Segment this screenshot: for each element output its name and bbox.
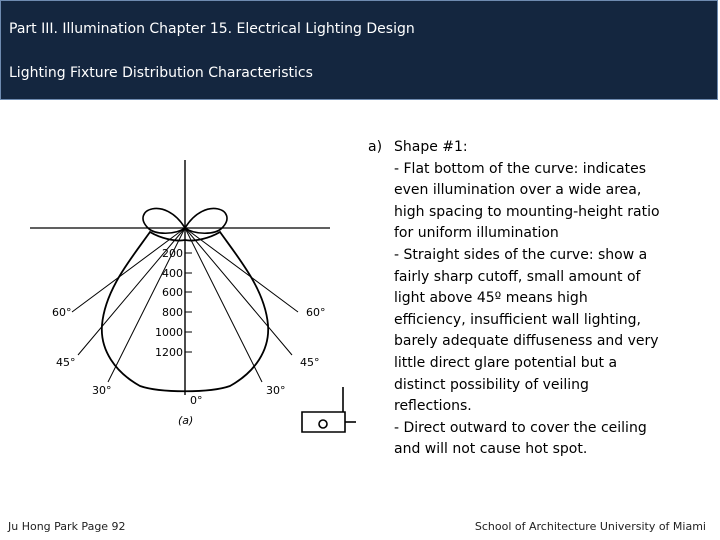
candela-label-1200: 1200	[155, 346, 183, 359]
text-line: - Straight sides of the curve: show a	[394, 246, 648, 263]
luminaire-housing	[302, 412, 345, 432]
candela-label-800: 800	[162, 306, 183, 319]
angle-label-right-60: 60°	[306, 306, 326, 319]
upper-left-lobe	[143, 208, 185, 233]
description-block	[368, 137, 703, 461]
text-line: barely adequate diffuseness and very	[394, 333, 659, 350]
text-line: fairly sharp cutoff, small amount of	[394, 268, 641, 285]
slide-title: Part III. Illumination Chapter 15. Electrical Lighting Design	[9, 21, 415, 37]
text-line: and will not cause hot spot.	[394, 441, 588, 458]
text-line: - Direct outward to cover the ceiling	[394, 419, 647, 436]
distribution-diagram	[0, 150, 360, 450]
footer-author-page: Ju Hong Park Page 92	[8, 520, 126, 533]
text-line: for uniform illumination	[394, 225, 559, 242]
angle-label-right-45: 45°	[300, 356, 320, 369]
footer-institution: School of Architecture University of Miami	[474, 520, 706, 533]
item-heading: Shape #1:	[394, 139, 468, 155]
text-line: distinct possibility of veiling	[394, 376, 589, 393]
figure-caption: (a)	[178, 414, 194, 427]
candela-labels	[155, 247, 183, 359]
text-line: high spacing to mounting-height ratio	[394, 203, 660, 220]
text-line: light above 45º means high	[394, 290, 588, 307]
text-line: efficiency, insufficient wall lighting,	[394, 311, 641, 328]
angle-label-left-30: 30°	[92, 384, 112, 397]
candela-label-1000: 1000	[155, 326, 183, 339]
list-marker: a)	[368, 139, 383, 155]
slide-subtitle: Lighting Fixture Distribution Characteristics	[9, 65, 313, 81]
luminaire-section-icon	[302, 387, 356, 432]
luminaire-lamp	[319, 420, 327, 428]
list-item	[368, 137, 703, 461]
angle-label-zero: 0°	[190, 394, 203, 407]
candela-label-600: 600	[162, 286, 183, 299]
angle-label-left-60: 60°	[52, 306, 72, 319]
text-line: reflections.	[394, 398, 472, 415]
text-line: - Flat bottom of the curve: indicates	[394, 160, 647, 177]
angle-label-right-30: 30°	[266, 384, 286, 397]
text-line: even illumination over a wide area,	[394, 182, 642, 199]
candela-label-400: 400	[162, 267, 183, 280]
text-line: little direct glare potential but a	[394, 354, 618, 371]
axis-ticks	[185, 253, 192, 352]
angle-label-left-45: 45°	[56, 356, 76, 369]
candlepower-distribution-figure	[0, 150, 360, 450]
slide-header	[0, 0, 718, 100]
candela-label-200: 200	[162, 247, 183, 260]
upper-right-lobe	[185, 208, 227, 233]
radial-right-60	[185, 228, 298, 312]
